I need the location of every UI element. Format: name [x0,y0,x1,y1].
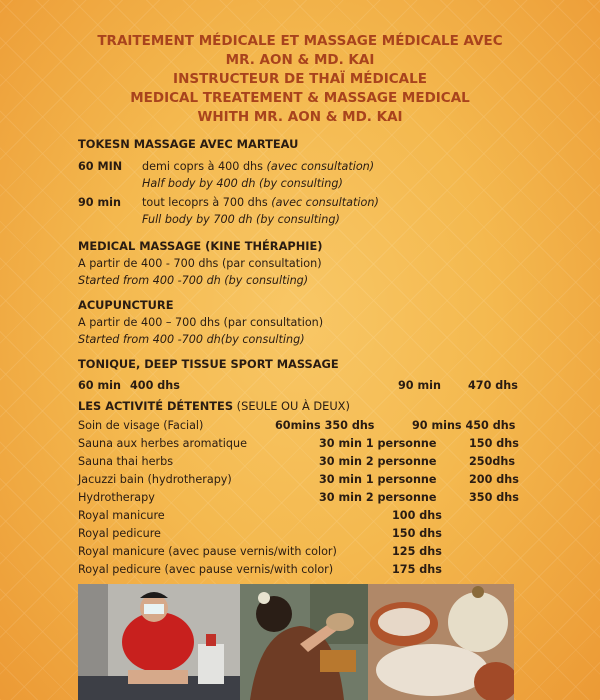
section-title-text [78,398,350,415]
list-item [78,453,528,470]
service-duration: 30 min 1 personne [319,437,437,450]
massage-therapist-photo [78,584,240,700]
service-price: 100 dhs [392,509,442,522]
section-title-tokesn [78,136,528,153]
tokesn-item-90 [78,194,528,211]
duration: 90 min [78,196,121,209]
service-price: 250dhs [469,455,515,468]
service-price: 350 dhs [469,491,519,504]
duration-2: 90 min [398,379,441,392]
tokesn-item-90-en [78,211,528,228]
page-header [0,32,600,127]
price-2: 470 dhs [468,379,518,392]
list-item [78,561,528,578]
list-item [78,435,528,452]
section-title-text: TOKESN MASSAGE AVEC MARTEAU [78,137,299,151]
description-fr [142,194,379,211]
tokesn-item-60 [78,158,528,175]
section-title-tonique [78,356,528,373]
service-price: 200 dhs [469,473,519,486]
service-price: 125 dhs [392,545,442,558]
list-item [78,471,528,488]
title-main: LES ACTIVITÉ DÉTENTES [78,399,234,413]
service-name: Royal manicure (avec pause vernis/with color) [78,545,337,558]
service-name: Royal manicure [78,509,165,522]
price-list [78,136,528,578]
option-60: 60mins 350 dhs [275,419,375,432]
service-duration: 30 min 1 personne [319,473,437,486]
list-item [78,507,528,524]
service-name: Sauna aux herbes aromatique [78,437,247,450]
price-1: 400 dhs [130,379,180,392]
duration: 60 MIN [78,160,123,173]
header-line-3: INSTRUCTEUR DE THAÏ MÉDICALE [173,71,427,87]
text-fr: demi coprs à 400 dhs [142,160,267,173]
section-title-medical [78,238,528,255]
description-fr: A partir de 400 – 700 dhs (par consultation) [78,316,324,329]
section-title-acupuncture [78,297,528,314]
service-duration: 30 min 2 personne [319,455,437,468]
medical-en [78,272,528,289]
back-massage-photo [240,584,368,700]
acupuncture-en [78,331,528,348]
list-item [78,489,528,506]
tonique-prices [78,377,528,394]
photo-strip [78,584,514,700]
service-price: 175 dhs [392,563,442,576]
service-name: Jacuzzi bain (hydrotherapy) [78,473,232,486]
option-90: 90 mins 450 dhs [412,419,516,432]
service-name: Royal pedicure [78,527,161,540]
title-note: (SEULE OU À DEUX) [233,399,350,413]
acupuncture-fr [78,314,528,331]
description-en: Started from 400 -700 dh (by consulting) [78,274,309,287]
description-fr: A partir de 400 - 700 dhs (par consultation) [78,257,322,270]
header-line-4: MEDICAL TREATEMENT & MASSAGE MEDICAL [130,90,470,106]
duration-1: 60 min [78,379,121,392]
service-price: 150 dhs [469,437,519,450]
description-en: Full body by 700 dh (by consulting) [142,213,340,226]
header-line-5: WHITH MR. AON & MD. KAI [197,109,403,125]
service-name: Sauna thai herbs [78,455,174,468]
herbal-compress-photo [368,584,514,700]
header-line-1: TRAITEMENT MÉDICALE ET MASSAGE MÉDICALE AVEC [97,33,503,49]
section-title-text: ACUPUNCTURE [78,298,174,312]
note-fr: (avec consultation) [266,160,375,173]
service-name: Soin de visage (Facial) [78,419,204,432]
list-item [78,525,528,542]
note-fr: (avec consultation) [271,196,379,209]
description-en: Half body by 400 dh (by consulting) [142,177,343,190]
description-en: Started from 400 -700 dh(by consulting) [78,333,305,346]
service-name: Hydrotherapy [78,491,155,504]
facial-row [78,417,528,434]
header-line-2: MR. AON & MD. KAI [225,52,375,68]
tokesn-item-60-en [78,175,528,192]
section-title-text: MEDICAL MASSAGE (KINE THÉRAPHIE) [78,239,323,253]
section-title-text: TONIQUE, DEEP TISSUE SPORT MASSAGE [78,357,339,371]
text-fr: tout lecoprs à 700 dhs [142,196,272,209]
service-name: Royal pedicure (avec pause vernis/with color) [78,563,334,576]
service-price: 150 dhs [392,527,442,540]
list-item [78,543,528,560]
medical-fr [78,255,528,272]
section-title-activites [78,398,528,415]
description-fr [142,158,374,175]
service-duration: 30 min 2 personne [319,491,437,504]
